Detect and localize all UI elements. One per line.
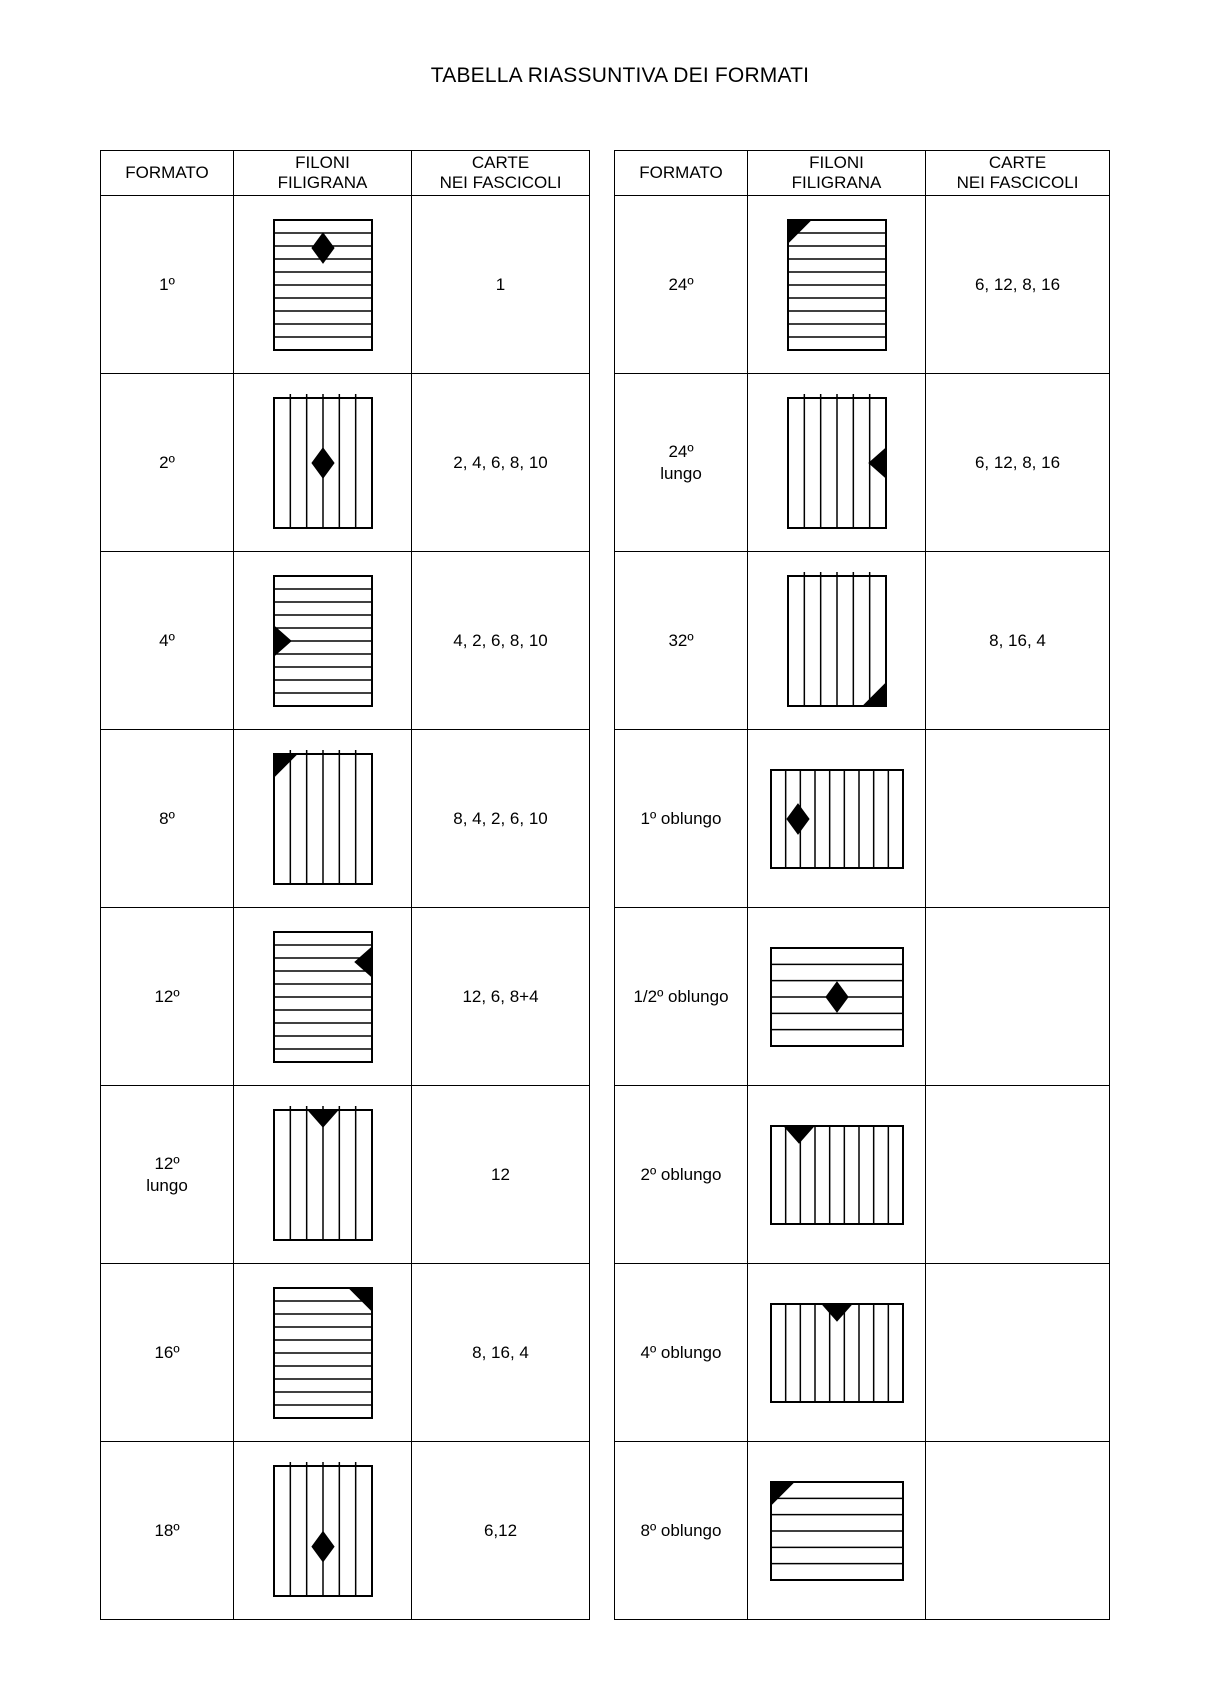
table-row: [101, 374, 590, 552]
table-row: [101, 196, 590, 374]
header-filoni-filigrana: FILONI FILIGRANA: [748, 151, 926, 196]
formato-label: 12º: [154, 1153, 180, 1173]
carte-value: 8, 4, 2, 6, 10: [453, 808, 548, 828]
filigrana-cell: [234, 552, 412, 730]
carte-value: 8, 16, 4: [989, 630, 1046, 650]
table-row: [615, 1086, 1110, 1264]
carte-cell: [412, 908, 590, 1086]
table-row: [101, 1086, 590, 1264]
formato-cell: [615, 908, 748, 1086]
filigrana-cell: [748, 552, 926, 730]
carte-cell: [926, 1264, 1110, 1442]
formato-cell: [615, 374, 748, 552]
carte-cell: [412, 1264, 590, 1442]
carte-value: 12: [491, 1164, 510, 1184]
formato-label: 1º: [159, 274, 175, 294]
formats-table-left: [100, 150, 590, 1620]
formato-cell: [101, 1442, 234, 1620]
filigrana-diagram: [762, 388, 912, 538]
table-row: [615, 1442, 1110, 1620]
carte-cell: [926, 552, 1110, 730]
formato-label: 24º: [668, 441, 694, 461]
carte-cell: [412, 552, 590, 730]
formato-label: 4º oblungo: [640, 1342, 722, 1362]
formato-cell: [615, 552, 748, 730]
filigrana-diagram: [762, 744, 912, 894]
filigrana-cell: [748, 730, 926, 908]
formato-label: 1/2º oblungo: [633, 986, 729, 1006]
filigrana-cell: [748, 374, 926, 552]
formato-cell: [615, 1264, 748, 1442]
table-row: [101, 730, 590, 908]
formato-sublabel: lungo: [660, 463, 702, 483]
filigrana-cell: [234, 196, 412, 374]
filigrana-diagram: [248, 566, 398, 716]
filigrana-diagram: [762, 566, 912, 716]
carte-value: 2, 4, 6, 8, 10: [453, 452, 548, 472]
formato-label: 32º: [668, 630, 694, 650]
formato-cell: [615, 1442, 748, 1620]
filigrana-diagram: [248, 1100, 398, 1250]
carte-cell: [412, 374, 590, 552]
formato-label: 4º: [159, 630, 175, 650]
filigrana-diagram: [248, 922, 398, 1072]
carte-value: 1: [495, 274, 506, 294]
formato-cell: [615, 1086, 748, 1264]
formato-label: 16º: [154, 1342, 180, 1362]
filigrana-diagram: [248, 1278, 398, 1428]
carte-cell: [926, 1442, 1110, 1620]
page-title: TABELLA RIASSUNTIVA DEI FORMATI: [430, 64, 810, 87]
table-row: [615, 908, 1110, 1086]
header-row: [615, 151, 1110, 196]
table-row: [615, 1264, 1110, 1442]
table-row: [101, 1264, 590, 1442]
formato-cell: [101, 374, 234, 552]
carte-cell: [926, 196, 1110, 374]
filigrana-diagram: [762, 1456, 912, 1606]
table-row: [615, 730, 1110, 908]
sheet-outline: [771, 1126, 903, 1224]
filigrana-diagram: [248, 388, 398, 538]
carte-value: 6, 12, 8, 16: [974, 274, 1061, 294]
carte-value: 4, 2, 6, 8, 10: [453, 630, 548, 650]
formato-cell: [615, 730, 748, 908]
filigrana-cell: [234, 374, 412, 552]
filigrana-cell: [234, 1086, 412, 1264]
header-carte-fascicoli: CARTE NEI FASCICOLI: [926, 151, 1110, 196]
carte-cell: [926, 1086, 1110, 1264]
formato-label: 8º oblungo: [640, 1520, 722, 1540]
filigrana-diagram: [762, 1278, 912, 1428]
formato-label: 18º: [154, 1520, 180, 1540]
carte-cell: [926, 908, 1110, 1086]
carte-cell: [412, 1086, 590, 1264]
filigrana-diagram: [248, 210, 398, 360]
filigrana-cell: [748, 1264, 926, 1442]
table-row: [615, 374, 1110, 552]
formato-cell: [615, 196, 748, 374]
filigrana-cell: [748, 1442, 926, 1620]
formats-table-right: [614, 150, 1110, 1620]
formato-label: 8º: [159, 808, 175, 828]
carte-cell: [412, 730, 590, 908]
filigrana-diagram: [248, 1456, 398, 1606]
filigrana-cell: [234, 730, 412, 908]
filigrana-cell: [748, 908, 926, 1086]
filigrana-cell: [234, 908, 412, 1086]
formato-label: 2º oblungo: [640, 1164, 722, 1184]
carte-value: 8, 16, 4: [472, 1342, 529, 1362]
formato-cell: [101, 1086, 234, 1264]
formato-label: 1º oblungo: [640, 808, 722, 828]
filigrana-diagram: [762, 922, 912, 1072]
header-formato: FORMATO: [615, 151, 748, 196]
carte-cell: [926, 730, 1110, 908]
filigrana-cell: [234, 1442, 412, 1620]
header-carte-fascicoli: CARTE NEI FASCICOLI: [412, 151, 590, 196]
header-filoni-filigrana: FILONI FILIGRANA: [234, 151, 412, 196]
formato-cell: [101, 552, 234, 730]
carte-value: 6,12: [483, 1520, 518, 1540]
carte-cell: [412, 196, 590, 374]
formato-cell: [101, 1264, 234, 1442]
formato-cell: [101, 730, 234, 908]
carte-value: 6, 12, 8, 16: [974, 452, 1061, 472]
table-row: [101, 908, 590, 1086]
table-row: [101, 1442, 590, 1620]
filigrana-diagram: [248, 744, 398, 894]
formato-label: 12º: [154, 986, 180, 1006]
table-row: [615, 552, 1110, 730]
carte-cell: [926, 374, 1110, 552]
filigrana-cell: [748, 1086, 926, 1264]
header-row: [101, 151, 590, 196]
header-formato: FORMATO: [101, 151, 234, 196]
formato-sublabel: lungo: [146, 1175, 188, 1195]
formato-label: 2º: [159, 452, 175, 472]
table-row: [615, 196, 1110, 374]
carte-value: 12, 6, 8+4: [462, 986, 539, 1006]
carte-cell: [412, 1442, 590, 1620]
filigrana-diagram: [762, 210, 912, 360]
formato-cell: [101, 196, 234, 374]
formato-cell: [101, 908, 234, 1086]
formato-label: 24º: [668, 274, 694, 294]
filigrana-diagram: [762, 1100, 912, 1250]
filigrana-cell: [234, 1264, 412, 1442]
filigrana-cell: [748, 196, 926, 374]
table-row: [101, 552, 590, 730]
